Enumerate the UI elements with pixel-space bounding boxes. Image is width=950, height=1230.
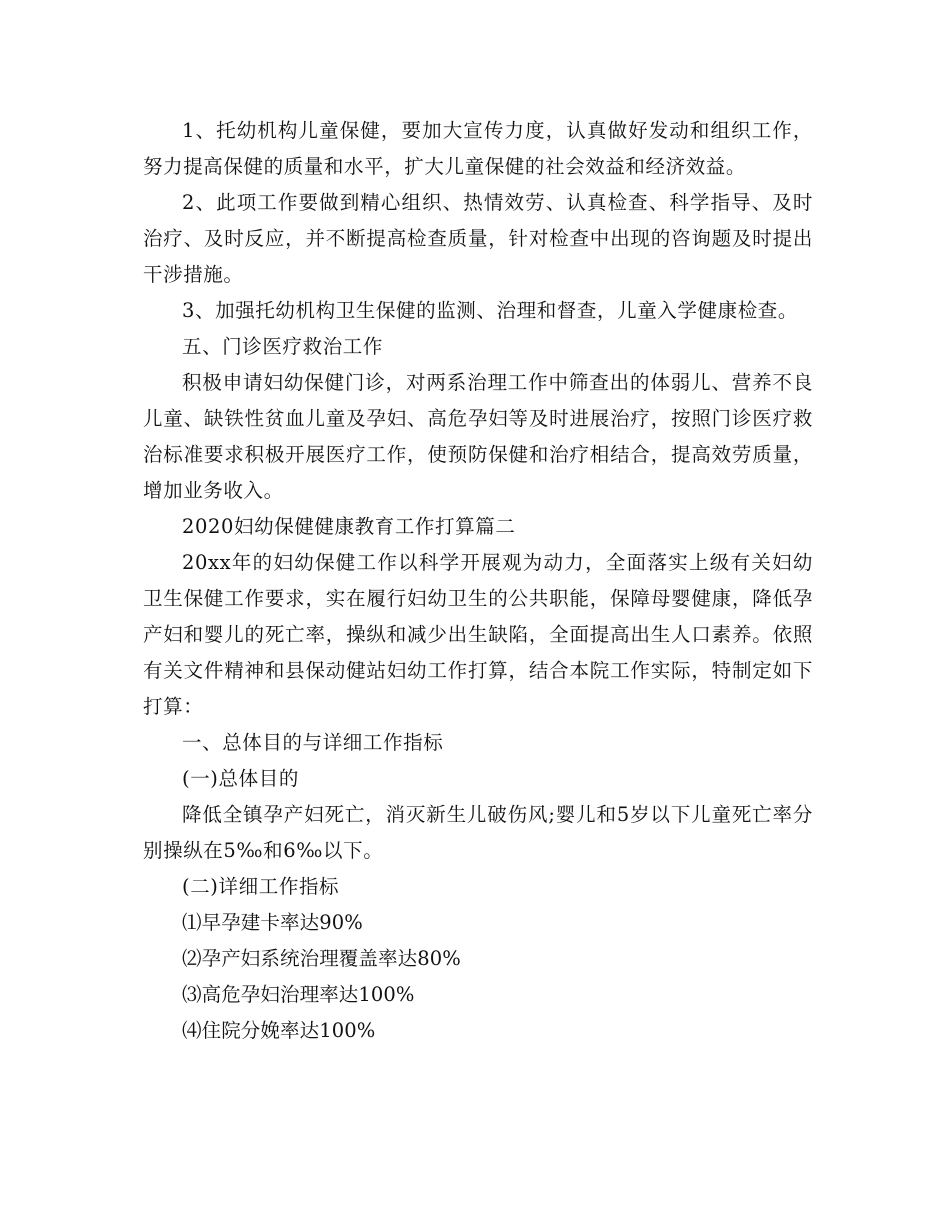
paragraph-goal: 降低全镇孕产妇死亡，消灭新生儿破伤风;婴儿和5岁以下儿童死亡率分别操纵在5‰和6‰以下。: [143, 803, 813, 862]
paragraph-2: 2、此项工作要做到精心组织、热情效劳、认真检查、科学指导、及时治疗、及时反应，并不断提高检查质量，针对检查中出现的咨询题及时提出干涉措施。: [143, 191, 813, 286]
indicator-1: ⑴早孕建卡率达90%: [182, 911, 363, 934]
article-title-part-2: 2020妇幼保健健康教育工作打算篇二: [182, 515, 516, 538]
subheading-overall: (一)总体目的: [182, 767, 299, 790]
paragraph-clinic: 积极申请妇幼保健门诊，对两系治理工作中筛查出的体弱儿、营养不良儿童、缺铁性贫血儿童及孕妇、高危孕妇等及时进展治疗，按照门诊医疗救治标准要求积极开展医疗工作，使预防保健和治疗相结合，提高效劳质量，增加业务收入。: [143, 371, 813, 502]
section-heading-5: 五、门诊医疗救治工作: [182, 335, 384, 358]
section-heading-1: 一、总体目的与详细工作指标: [182, 731, 444, 754]
paragraph-intro: 20xx年的妇幼保健工作以科学开展观为动力，全面落实上级有关妇幼卫生保健工作要求，实在履行妇幼卫生的公共职能，保障母婴健康，降低孕产妇和婴儿的死亡率，操纵和减少出生缺陷，全面提高出生人口素养。依照有关文件精神和县保动健站妇幼工作打算，结合本院工作实际，特制定如下打算：: [143, 551, 813, 718]
document-body: [143, 113, 813, 1049]
paragraph-3: 3、加强托幼机构卫生保健的监测、治理和督查，儿童入学健康检查。: [182, 299, 799, 322]
indicator-2: ⑵孕产妇系统治理覆盖率达80%: [182, 947, 461, 970]
indicator-3: ⑶高危孕妇治理率达100%: [182, 983, 415, 1006]
indicator-4: ⑷住院分娩率达100%: [182, 1019, 376, 1042]
subheading-indicators: (二)详细工作指标: [182, 875, 340, 898]
paragraph-1: 1、托幼机构儿童保健，要加大宣传力度，认真做好发动和组织工作，努力提高保健的质量和水平，扩大儿童保健的社会效益和经济效益。: [143, 119, 813, 178]
